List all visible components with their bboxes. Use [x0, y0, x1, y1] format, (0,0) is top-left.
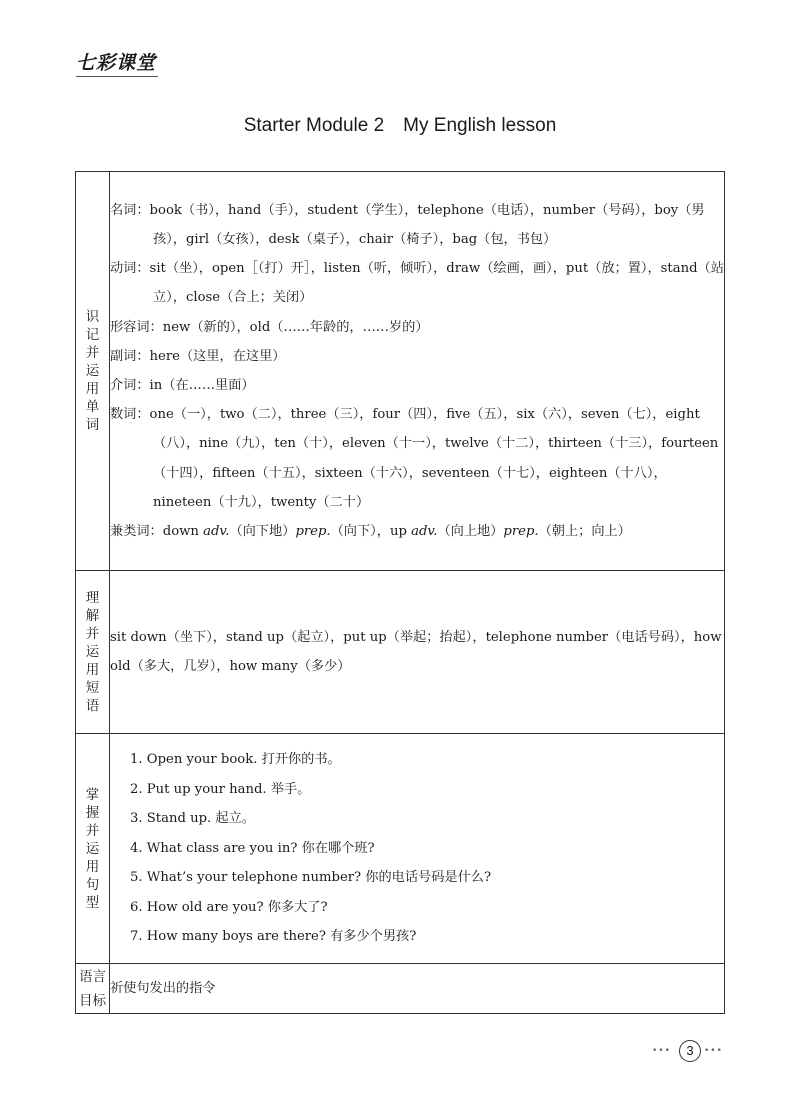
phrases-label: 理 解 并 运 用 短 语	[76, 571, 110, 734]
sentences-content	[110, 734, 725, 964]
goal-label: 语言 目标	[76, 964, 110, 1014]
phrases-content	[110, 571, 725, 734]
verbs-entry: 动词：sit（坐），open［（打）开］，listen（听，倾听），draw（绘画，画），put（放；置），stand（站立），close（合上；关闭）	[110, 261, 724, 306]
sentence-item: 3. Stand up. 起立。	[130, 811, 255, 827]
lesson-table	[75, 171, 725, 1014]
sentence-item: 2. Put up your hand. 举手。	[130, 781, 311, 797]
page-title: Starter Module 2 My English lesson	[243, 115, 557, 136]
goal-content	[110, 964, 725, 1014]
words-row	[76, 172, 725, 571]
nouns-entry: 名词：book（书），hand（手），student（学生），telephone（电话），number（号码），boy（男孩），girl（女孩），desk（桌子），chair（椅子），bag（包，书包）	[110, 202, 705, 247]
sentence-item: 1. Open your book. 打开你的书。	[130, 751, 341, 767]
adjectives-entry: 形容词：new（新的），old（……年龄的，……岁的）	[110, 319, 429, 335]
sentence-item: 6. How old are you? 你多大了?	[130, 899, 328, 915]
sentence-item: 4. What class are you in? 你在哪个班?	[130, 840, 375, 856]
page-number: 3	[679, 1040, 701, 1062]
goal-row	[76, 964, 725, 1014]
multi-class-entry: 兼类词：down adv.（向下地）prep.（向下），up adv.（向上地）prep.（朝上；向上）	[110, 524, 631, 540]
numerals-entry: 数词：one（一），two（二），three（三），four（四），five（五），six（六），seven（七），eight（八），nine（九），ten（十），eleven（十一），twelve（十二），thirteen（十三），fourteen（十四），fifteen（十五），sixteen（十六），seventeen（十七），eighteen（十八），nineteen（十九），twenty（二十）	[110, 407, 719, 510]
prepositions-entry: 介词：in（在……里面）	[110, 378, 255, 393]
sentences-row	[76, 734, 725, 964]
phrases-text: sit down（坐下），stand up（起立），put up（举起；抬起），telephone number（电话号码），how old（多大，几岁），how many（多少）	[110, 629, 722, 674]
page-number-badge	[652, 1040, 724, 1062]
publisher-logo	[76, 48, 160, 78]
dots-right: •••	[704, 1046, 723, 1056]
sentence-item: 7. How many boys are there? 有多少个男孩?	[130, 929, 417, 945]
words-label: 识 记 并 运 用 单 词	[76, 172, 110, 571]
adverbs-entry: 副词：here（这里，在这里）	[110, 348, 286, 364]
logo-underline	[76, 76, 158, 77]
logo-text: 七彩课堂	[76, 52, 157, 74]
dots-left: •••	[652, 1046, 671, 1056]
sentences-label: 掌 握 并 运 用 句 型	[76, 734, 110, 964]
sentence-item: 5. What’s your telephone number? 你的电话号码是什么?	[130, 870, 492, 886]
phrases-row	[76, 571, 725, 734]
words-content	[110, 172, 725, 571]
goal-text: 祈使句发出的指令	[110, 980, 216, 996]
